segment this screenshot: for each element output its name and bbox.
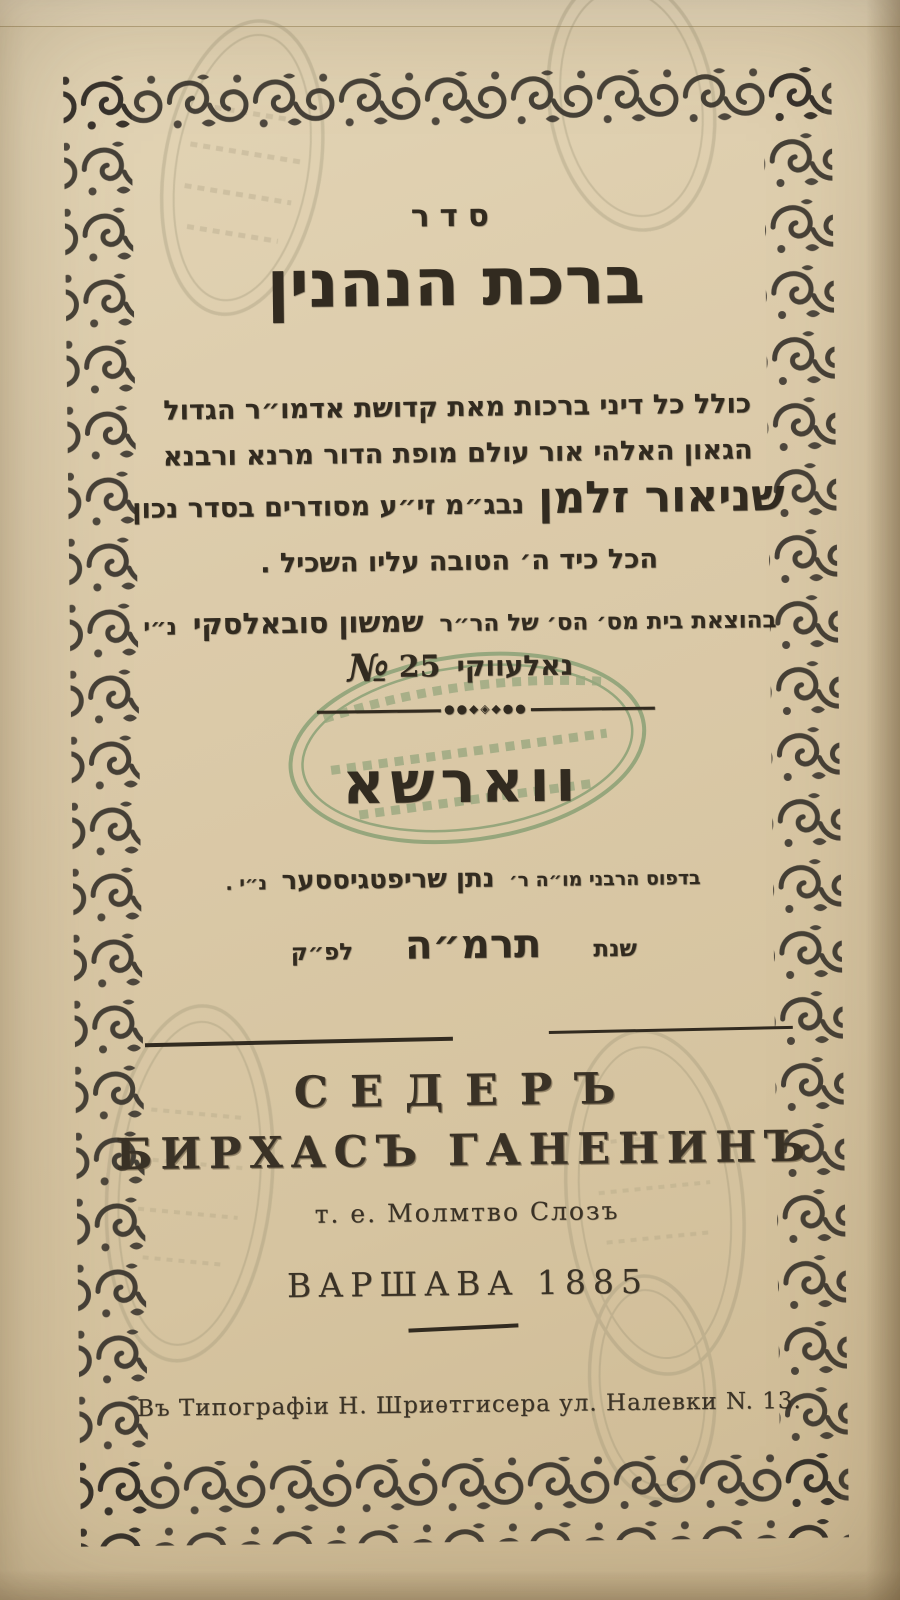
publisher-suffix: נ״י: [143, 614, 177, 641]
cyrillic-title-line-2: БИРХАСЪ ГАНЕНИНЪ: [115, 1121, 814, 1181]
year-era: לפ״ק: [290, 939, 354, 967]
street-number: 25: [398, 649, 441, 685]
year-line: [94, 917, 835, 972]
year-value: תרמ״ה: [404, 921, 542, 969]
divider-rule-right: [531, 706, 655, 711]
kicker-title: סדר: [410, 197, 500, 235]
city-title-hebrew: ווארשא: [341, 746, 582, 818]
cyrillic-imprint: Въ Типографіи Н. Шриѳтгисера ул. Налевки N. 13.: [136, 1387, 802, 1422]
author-name: שניאור זלמן: [537, 470, 785, 525]
cyrillic-city-year: ВАРШАВА 1885: [286, 1261, 650, 1306]
divider-beads-ornament: ●●◆◈◆●●: [444, 701, 528, 717]
street-name: נאלעווקי: [456, 648, 574, 684]
publisher-name: שמשון סובאלסקי: [192, 604, 424, 642]
description-line-3-rest: נבג״מ זי״ע מסודרים בסדר נכון: [132, 489, 525, 525]
printer-suffix: נ״י .: [225, 872, 268, 895]
cyrillic-subtitle: т. е. Молмтво Слозъ: [314, 1196, 620, 1229]
divider-rule-left: [317, 709, 441, 714]
description-line-1: כולל כל דיני ברכות מאת קדושת אדמו״ר הגדול: [163, 388, 752, 427]
numero-sign: №: [347, 644, 390, 691]
description-line-2: הגאון האלהי אור עולם מופת הדור מרנא ורבנא: [162, 434, 753, 473]
description-line-4: הכל כיד ה׳ הטובה עליו השכיל .: [260, 543, 659, 580]
description-line-3: [88, 470, 828, 526]
printer-prefix: בדפוס הרבני מו״ה ר׳: [508, 867, 701, 892]
printer-name: נתן שריפטגיססער: [281, 863, 495, 897]
cyrillic-title-line-1: СЕДЕРЪ: [293, 1063, 638, 1119]
main-title: ברכת הנהנין: [266, 241, 646, 324]
year-word: שנת: [593, 935, 638, 963]
publisher-prefix: בהוצאת בית מס׳ הס׳ של הר״ר: [439, 607, 777, 638]
